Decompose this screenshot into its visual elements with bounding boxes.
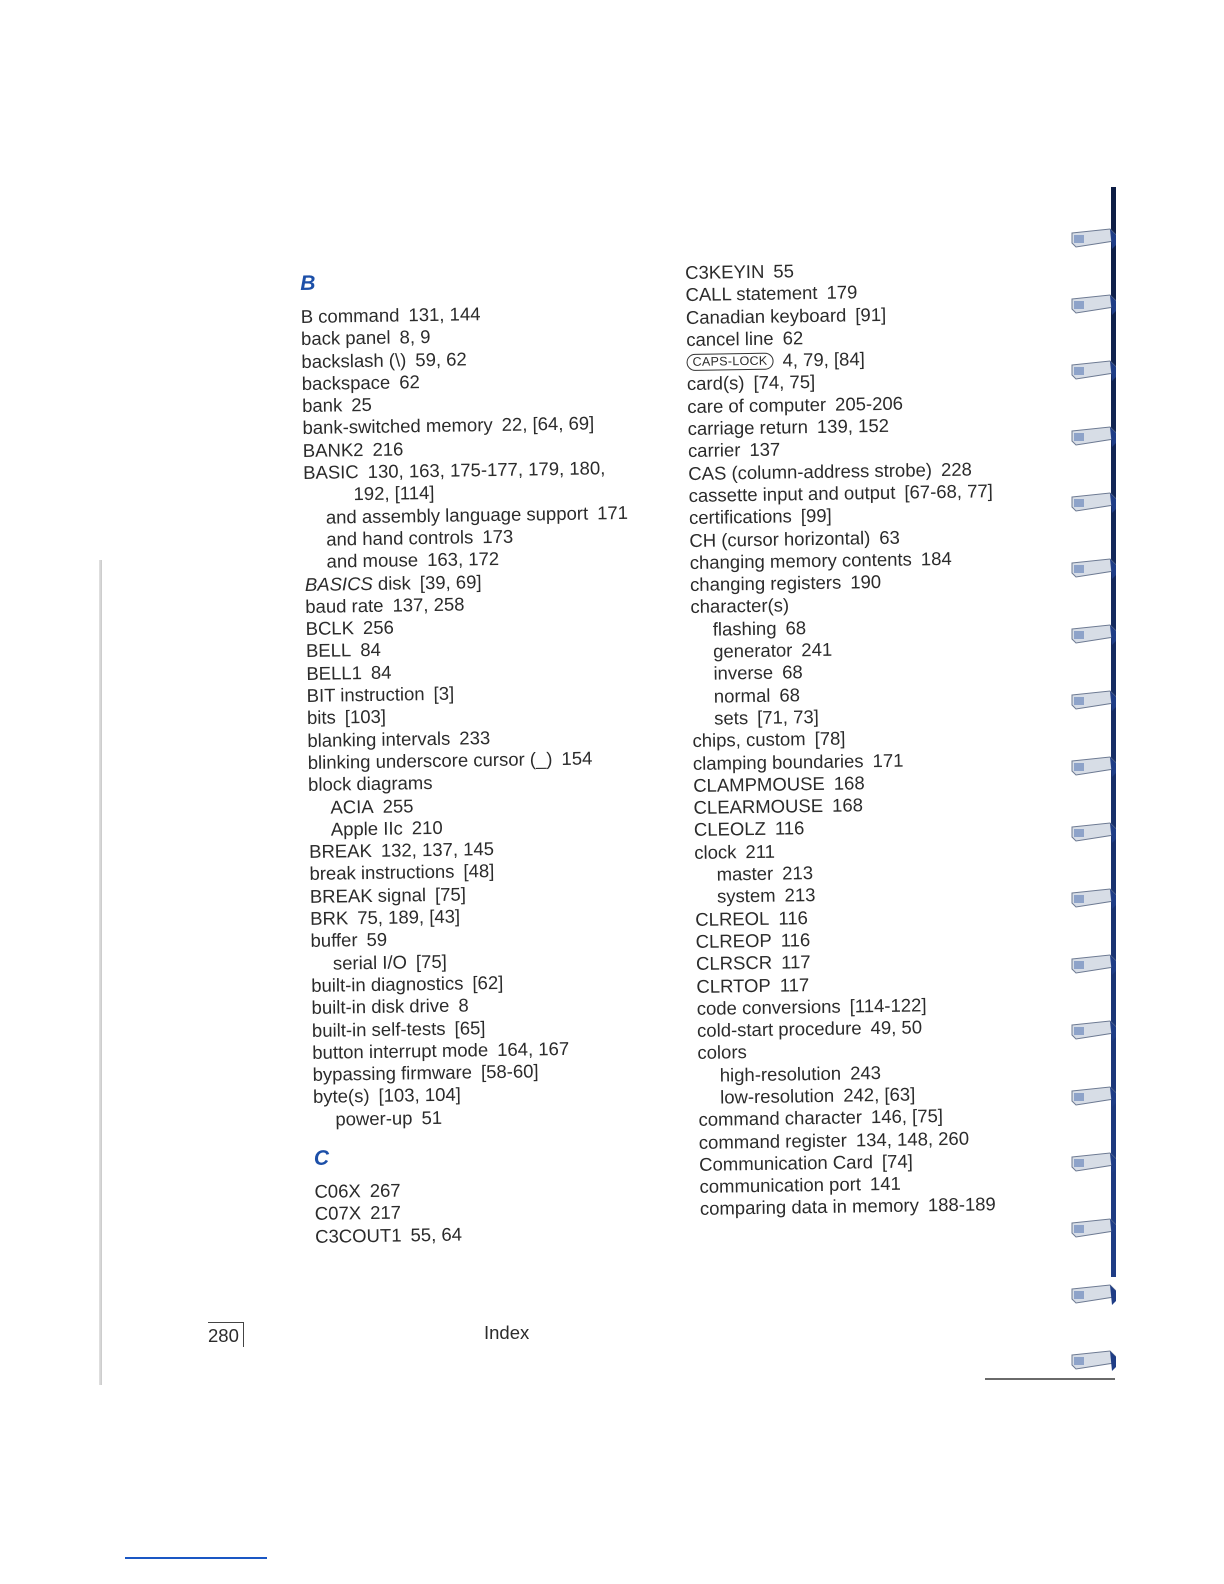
index-page-refs: 68 bbox=[781, 661, 803, 683]
index-page-refs: 171 bbox=[872, 749, 904, 771]
index-page-refs: 217 bbox=[369, 1201, 402, 1224]
index-term: bits bbox=[306, 706, 336, 729]
index-page-refs: 134, 148, 260 bbox=[855, 1127, 970, 1151]
index-page-refs: 59 bbox=[366, 929, 388, 951]
binding-ring bbox=[1070, 1217, 1116, 1241]
index-page-refs: 139, 152 bbox=[816, 414, 890, 438]
index-term: B command bbox=[300, 304, 400, 327]
binding-spine bbox=[1111, 187, 1116, 1277]
index-page-refs: 233 bbox=[459, 726, 491, 749]
index-page-refs: [48] bbox=[463, 860, 495, 882]
index-term: back panel bbox=[300, 326, 391, 350]
index-term: CH (cursor horizontal) bbox=[689, 526, 871, 551]
index-page-refs: 242, [63] bbox=[843, 1083, 916, 1106]
index-term: inverse bbox=[713, 662, 774, 684]
index-term: bank-switched memory bbox=[302, 414, 493, 439]
index-term: colors bbox=[697, 1041, 747, 1064]
index-term: carriage return bbox=[687, 416, 809, 440]
binding-ring bbox=[1070, 359, 1116, 383]
index-term: changing registers bbox=[689, 571, 842, 596]
index-page-refs: 55 bbox=[773, 260, 795, 282]
index-term: Canadian keyboard bbox=[685, 304, 847, 328]
index-page-refs: 8 bbox=[458, 994, 469, 1016]
index-page-refs: 168 bbox=[831, 794, 864, 816]
index-page-refs: [78] bbox=[814, 727, 846, 750]
index-term: backslash (\) bbox=[301, 348, 407, 372]
index-page-refs: 146, [75] bbox=[870, 1105, 944, 1128]
binding-ring bbox=[1070, 821, 1116, 845]
index-page-refs: 179 bbox=[826, 281, 858, 304]
index-column-right bbox=[685, 256, 1070, 1220]
binding-ring bbox=[1070, 755, 1116, 779]
index-page-refs: 62 bbox=[399, 371, 420, 393]
index-page-refs: 154 bbox=[561, 747, 593, 769]
index-term: system bbox=[716, 884, 776, 907]
index-page-refs: 116 bbox=[780, 929, 811, 951]
index-page-refs: [39, 69] bbox=[419, 570, 482, 593]
index-term: break instructions bbox=[309, 861, 455, 885]
index-page-refs: 164, 167 bbox=[496, 1037, 570, 1060]
index-page-refs: [65] bbox=[454, 1016, 486, 1039]
index-page-refs: 68 bbox=[785, 616, 807, 639]
index-term: command register bbox=[698, 1129, 848, 1153]
index-term: carrier bbox=[687, 439, 741, 462]
index-term: backspace bbox=[301, 371, 391, 394]
index-term: BELL bbox=[305, 639, 352, 662]
index-page-refs: 131, 144 bbox=[408, 303, 481, 326]
binding-ring bbox=[1070, 689, 1116, 713]
index-term: C06X bbox=[314, 1180, 361, 1202]
index-page-refs: 75, 189, [43] bbox=[357, 905, 461, 929]
index-term: button interrupt mode bbox=[312, 1038, 489, 1063]
index-term: block diagrams bbox=[307, 772, 433, 796]
index-page-refs: [62] bbox=[472, 971, 504, 994]
index-term: byte(s) bbox=[312, 1085, 370, 1108]
index-entries-right bbox=[685, 256, 1070, 1220]
index-page-refs: 8, 9 bbox=[399, 326, 431, 348]
index-term: cancel line bbox=[686, 327, 774, 350]
index-term: blanking intervals bbox=[307, 727, 451, 751]
index-page-refs: [74] bbox=[881, 1150, 913, 1172]
index-term: low-resolution bbox=[719, 1084, 835, 1108]
page-number: 280 bbox=[208, 1322, 244, 1347]
index-term: CLAMPMOUSE bbox=[693, 772, 825, 796]
index-page-refs: 117 bbox=[780, 951, 811, 973]
index-page-refs: 4, 79, [84] bbox=[782, 348, 865, 371]
index-term: Apple IIc bbox=[330, 817, 403, 840]
index-term-suffix: disk bbox=[372, 571, 411, 594]
binding-ring bbox=[1070, 623, 1116, 647]
index-term: BCLK bbox=[305, 617, 355, 640]
index-page-refs: 62 bbox=[782, 327, 804, 349]
index-term: comparing data in memory bbox=[699, 1194, 920, 1220]
binding-ring bbox=[1070, 1085, 1116, 1109]
index-page-refs: [103, 104] bbox=[378, 1083, 461, 1107]
binding-ring bbox=[1070, 1151, 1116, 1175]
binding-ring bbox=[1070, 491, 1116, 515]
index-term: bank bbox=[301, 394, 343, 417]
index-page-refs: 132, 137, 145 bbox=[380, 838, 495, 861]
index-entries-b bbox=[301, 300, 684, 1131]
index-term: ACIA bbox=[330, 795, 374, 818]
index-page-refs: 84 bbox=[360, 639, 381, 661]
index-term: BREAK bbox=[308, 840, 373, 863]
index-term: buffer bbox=[310, 929, 358, 952]
index-page-refs: 25 bbox=[351, 394, 372, 416]
index-page-refs: [75] bbox=[434, 883, 467, 905]
index-page-refs: 55, 64 bbox=[410, 1223, 463, 1245]
index-term: clamping boundaries bbox=[692, 749, 864, 774]
index-page-refs: 141 bbox=[869, 1172, 901, 1195]
index-term: BIT instruction bbox=[306, 683, 425, 706]
index-term: high-resolution bbox=[719, 1062, 842, 1086]
spiral-binding bbox=[1066, 187, 1116, 1337]
index-entries-c bbox=[314, 1175, 685, 1248]
index-page-refs: [114-122] bbox=[849, 994, 927, 1017]
index-term: CLREOP bbox=[695, 929, 772, 952]
index-entry bbox=[700, 1193, 1070, 1221]
index-term: CLRTOP bbox=[696, 974, 771, 997]
index-term: blinking underscore cursor (_) bbox=[307, 748, 553, 773]
index-page-refs: 228 bbox=[940, 458, 972, 480]
index-subentry bbox=[313, 1103, 683, 1131]
index-term: and mouse bbox=[326, 549, 419, 572]
binding-ring bbox=[1070, 1349, 1116, 1373]
index-term: command character bbox=[698, 1106, 863, 1131]
index-page-refs: 68 bbox=[779, 683, 801, 706]
index-term: built-in disk drive bbox=[311, 994, 450, 1019]
index-term: power-up bbox=[335, 1107, 413, 1130]
index-term: BASICS bbox=[304, 572, 373, 595]
index-term: and hand controls bbox=[326, 526, 474, 550]
index-term: clock bbox=[694, 840, 737, 863]
index-page-refs: 22, [64, 69] bbox=[501, 412, 595, 436]
index-term: generator bbox=[712, 639, 793, 662]
index-page-refs: 256 bbox=[362, 616, 394, 639]
index-page-refs: 188-189 bbox=[927, 1193, 996, 1216]
index-term: C07X bbox=[314, 1202, 362, 1225]
index-page-refs: 243 bbox=[849, 1061, 882, 1084]
index-term: serial I/O bbox=[332, 951, 408, 974]
index-page-refs: [3] bbox=[433, 682, 455, 704]
index-term: BANK2 bbox=[302, 438, 364, 461]
index-term: changing memory contents bbox=[689, 548, 912, 573]
index-page-refs: 267 bbox=[369, 1179, 401, 1202]
index-term: BELL1 bbox=[306, 661, 363, 684]
binding-ring bbox=[1070, 557, 1116, 581]
index-page-refs: 84 bbox=[370, 661, 392, 683]
index-term: BREAK signal bbox=[309, 883, 427, 907]
index-page-refs: [67-68, 77] bbox=[904, 480, 993, 503]
binding-ring bbox=[1070, 1283, 1116, 1307]
index-term: sets bbox=[714, 707, 749, 729]
index-term: 192, [114] bbox=[353, 482, 435, 505]
index-page-refs: 59, 62 bbox=[415, 347, 467, 370]
index-page-refs: [74, 75] bbox=[753, 371, 816, 394]
index-page-refs: 137 bbox=[749, 438, 781, 461]
index-term: CLEARMOUSE bbox=[693, 795, 824, 819]
index-page-refs: [58-60] bbox=[480, 1060, 539, 1083]
index-term: C3KEYIN bbox=[685, 260, 765, 283]
index-page-refs: 117 bbox=[779, 973, 810, 996]
binding-ring bbox=[1070, 293, 1116, 317]
section-heading-c: C bbox=[313, 1146, 330, 1170]
section-heading-b: B bbox=[300, 271, 316, 295]
index-page-refs: 190 bbox=[850, 571, 882, 593]
binding-ring bbox=[1070, 425, 1116, 449]
page-bottom-edge bbox=[985, 1378, 1115, 1380]
index-term: flashing bbox=[712, 617, 777, 640]
index-term: normal bbox=[713, 684, 771, 707]
index-term: character(s) bbox=[690, 594, 790, 618]
index-page-refs: 205-206 bbox=[834, 392, 904, 415]
index-term: CAS (column-address strobe) bbox=[688, 458, 933, 484]
binding-ring bbox=[1070, 227, 1116, 251]
index-page-refs: 255 bbox=[382, 794, 414, 817]
running-footer-title: Index bbox=[484, 1322, 530, 1343]
index-term: cold-start procedure bbox=[696, 1017, 862, 1041]
index-term: BASIC bbox=[303, 461, 359, 484]
index-page-refs: 213 bbox=[784, 884, 816, 906]
index-term: certifications bbox=[688, 505, 792, 529]
index-entry bbox=[315, 1220, 685, 1248]
index-term: CLRSCR bbox=[695, 951, 773, 975]
index-term: and assembly language support bbox=[325, 502, 589, 528]
blue-underline-mark bbox=[125, 1557, 267, 1559]
index-term: chips, custom bbox=[692, 728, 806, 752]
index-page-refs: 210 bbox=[411, 816, 443, 839]
index-term: built-in self-tests bbox=[311, 1017, 446, 1041]
index-page-refs: 171 bbox=[596, 501, 629, 524]
binding-ring bbox=[1070, 887, 1116, 911]
index-term: communication port bbox=[699, 1173, 862, 1198]
index-page-refs: 116 bbox=[778, 906, 809, 929]
index-page-refs: 168 bbox=[833, 772, 865, 794]
index-term: care of computer bbox=[687, 393, 827, 417]
index-page-refs: 130, 163, 175-177, 179, 180, bbox=[367, 457, 606, 483]
index-term: Communication Card bbox=[699, 1151, 874, 1175]
index-page-refs: 63 bbox=[879, 526, 901, 548]
index-term: bypassing firmware bbox=[312, 1061, 473, 1085]
index-page-refs: [71, 73] bbox=[756, 705, 819, 728]
index-page-refs: [75] bbox=[415, 950, 447, 972]
index-term: CLEOLZ bbox=[693, 818, 767, 841]
page-edge-shadow bbox=[99, 560, 102, 1385]
index-page-refs: [99] bbox=[800, 504, 832, 527]
index-page-refs: 213 bbox=[781, 862, 814, 884]
binding-ring bbox=[1070, 953, 1116, 977]
index-term: code conversions bbox=[696, 995, 841, 1019]
index-page-refs: 211 bbox=[745, 840, 776, 862]
index-term: built-in diagnostics bbox=[311, 972, 464, 996]
index-term: master bbox=[716, 862, 774, 885]
index-page-refs: 241 bbox=[801, 638, 833, 661]
index-term: CLREOL bbox=[695, 907, 770, 930]
index-term: BRK bbox=[310, 907, 349, 929]
index-page-refs: 116 bbox=[774, 817, 805, 840]
binding-ring bbox=[1070, 1019, 1116, 1043]
index-term: C3COUT1 bbox=[315, 1224, 402, 1247]
index-term: baud rate bbox=[305, 594, 384, 617]
index-page-refs: [103] bbox=[344, 706, 387, 728]
index-term: cassette input and output bbox=[688, 481, 896, 506]
index-page-refs: 163, 172 bbox=[426, 548, 500, 571]
index-page-refs: 51 bbox=[421, 1106, 443, 1128]
index-page-refs: 216 bbox=[372, 438, 404, 460]
index-page-refs: [91] bbox=[855, 303, 887, 325]
index-page-refs: 173 bbox=[482, 525, 514, 548]
index-page-refs: 184 bbox=[920, 547, 952, 570]
keycap-label: CAPS-LOCK bbox=[686, 353, 773, 371]
index-term: card(s) bbox=[686, 372, 745, 395]
index-page-refs: 49, 50 bbox=[870, 1016, 923, 1039]
index-page-refs: 137, 258 bbox=[392, 593, 465, 616]
index-term: CALL statement bbox=[685, 282, 818, 306]
index-column-left bbox=[300, 264, 685, 1248]
